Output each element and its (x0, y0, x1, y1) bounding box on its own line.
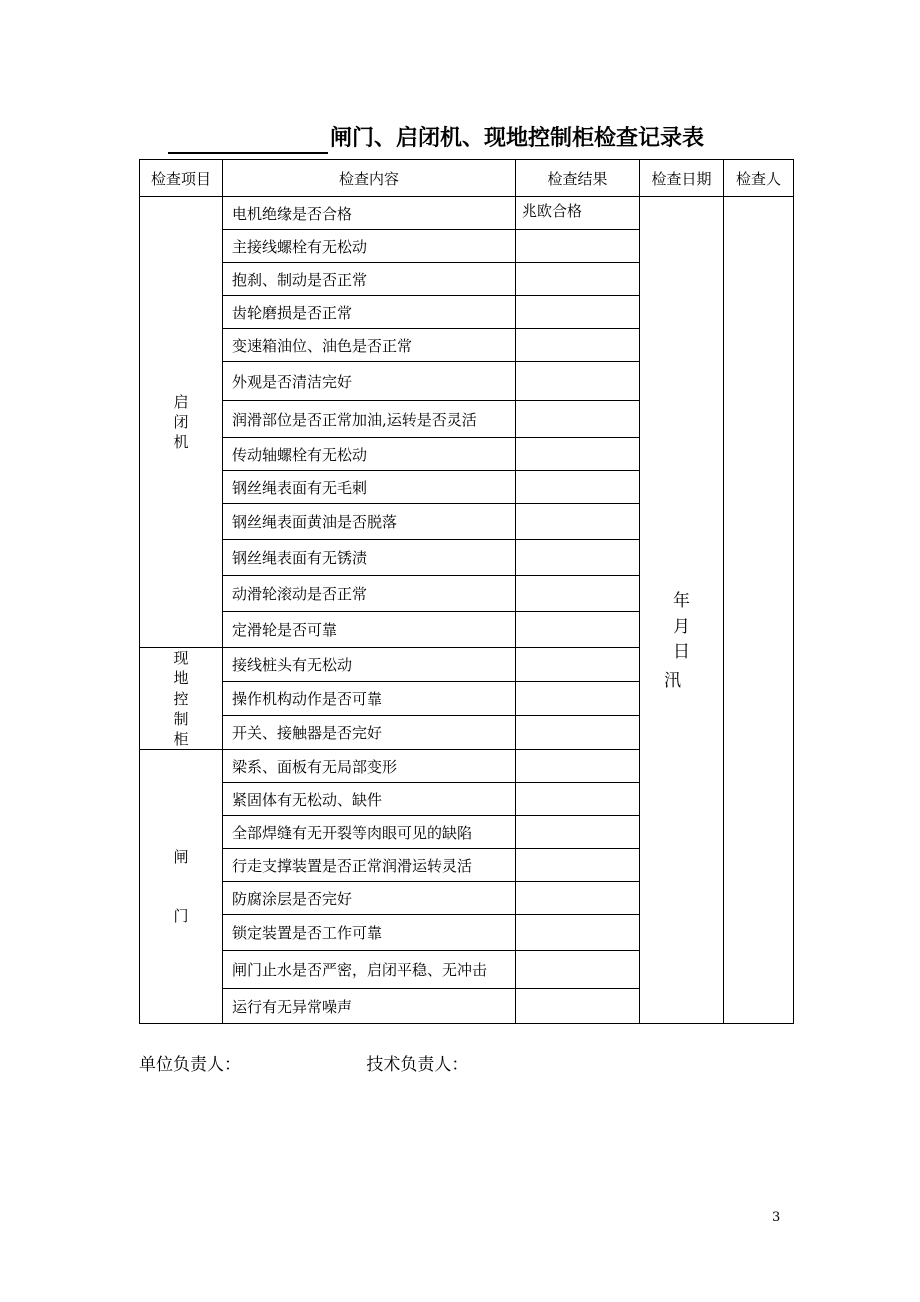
category-gate-label: 闸门 (173, 848, 189, 925)
date-cell[interactable] (640, 197, 724, 1024)
tech-lead-label: 技术负责人： (366, 1055, 469, 1075)
result-cell[interactable] (516, 849, 640, 882)
content-cell: 接线桩头有无松动 (223, 648, 516, 682)
result-cell[interactable] (516, 750, 640, 783)
content-cell: 钢丝绳表面有无毛刺 (223, 471, 516, 504)
result-cell[interactable] (516, 296, 640, 329)
content-cell: 润滑部位是否正常加油,运转是否灵活 (223, 401, 516, 438)
result-cell[interactable] (516, 989, 640, 1024)
table-row (140, 197, 794, 230)
content-cell: 钢丝绳表面有无锈渍 (223, 540, 516, 576)
result-cell[interactable] (516, 648, 640, 682)
result-cell[interactable] (516, 329, 640, 362)
date-label: 年月日 (672, 591, 690, 663)
category-hoist (140, 197, 223, 648)
result-cell[interactable] (516, 783, 640, 816)
content-cell: 全部焊缝有无开裂等肉眼可见的缺陷 (223, 816, 516, 849)
header-date: 检查日期 (640, 160, 724, 197)
header-inspector: 检查人 (724, 160, 794, 197)
content-cell: 动滑轮滚动是否正常 (223, 576, 516, 612)
content-cell: 变速箱油位、油色是否正常 (223, 329, 516, 362)
content-cell: 紧固体有无松动、缺件 (223, 783, 516, 816)
content-cell: 齿轮磨损是否正常 (223, 296, 516, 329)
content-cell: 电机绝缘是否合格 (223, 197, 516, 230)
result-cell[interactable] (516, 438, 640, 471)
content-cell: 操作机构动作是否可靠 (223, 682, 516, 716)
content-cell: 运行有无异常噪声 (223, 989, 516, 1024)
content-cell: 锁定装置是否工作可靠 (223, 915, 516, 951)
result-cell[interactable] (516, 263, 640, 296)
content-cell: 传动轴螺栓有无松动 (223, 438, 516, 471)
result-cell[interactable] (516, 951, 640, 989)
result-cell[interactable] (516, 401, 640, 438)
result-cell[interactable] (516, 716, 640, 750)
result-cell[interactable] (516, 682, 640, 716)
inspector-cell[interactable] (724, 197, 794, 1024)
content-cell: 定滑轮是否可靠 (223, 612, 516, 648)
page-number: 3 (772, 1210, 781, 1225)
content-cell: 抱刹、制动是否正常 (223, 263, 516, 296)
signature-row (139, 1050, 468, 1075)
header-category: 检查项目 (140, 160, 223, 197)
header-content: 检查内容 (223, 160, 516, 197)
inspection-table (139, 159, 794, 1024)
category-gate (140, 750, 223, 1024)
result-cell[interactable] (516, 471, 640, 504)
result-cell[interactable] (516, 230, 640, 263)
result-cell[interactable] (516, 612, 640, 648)
category-cabinet-label: 现地控制柜 (173, 649, 189, 748)
content-cell: 梁系、面板有无局部变形 (223, 750, 516, 783)
category-cabinet (140, 648, 223, 750)
header-result: 检查结果 (516, 160, 640, 197)
result-cell[interactable] (516, 915, 640, 951)
content-cell: 防腐涂层是否完好 (223, 882, 516, 915)
content-cell: 钢丝绳表面黄油是否脱落 (223, 504, 516, 540)
content-cell: 外观是否清洁完好 (223, 362, 516, 401)
title-blank-line (168, 122, 328, 154)
category-hoist-label: 启闭机 (173, 392, 189, 452)
content-cell: 主接线螺栓有无松动 (223, 230, 516, 263)
result-cell[interactable]: 兆欧合格 (516, 197, 640, 230)
header-row (140, 160, 794, 197)
result-cell[interactable] (516, 576, 640, 612)
content-cell: 行走支撑装置是否正常润滑运转灵活 (223, 849, 516, 882)
unit-lead-label: 单位负责人： (139, 1055, 241, 1075)
content-cell: 开关、接触器是否完好 (223, 716, 516, 750)
result-cell[interactable] (516, 816, 640, 849)
result-cell[interactable] (516, 504, 640, 540)
result-cell[interactable] (516, 882, 640, 915)
page-title: 闸门、启闭机、现地控制柜检查记录表 (330, 126, 705, 151)
date-extra: 汛 (664, 670, 681, 691)
title-row (168, 118, 704, 154)
result-cell[interactable] (516, 362, 640, 401)
result-cell[interactable] (516, 540, 640, 576)
content-cell: 闸门止水是否严密，启闭平稳、无冲击 (223, 951, 516, 989)
